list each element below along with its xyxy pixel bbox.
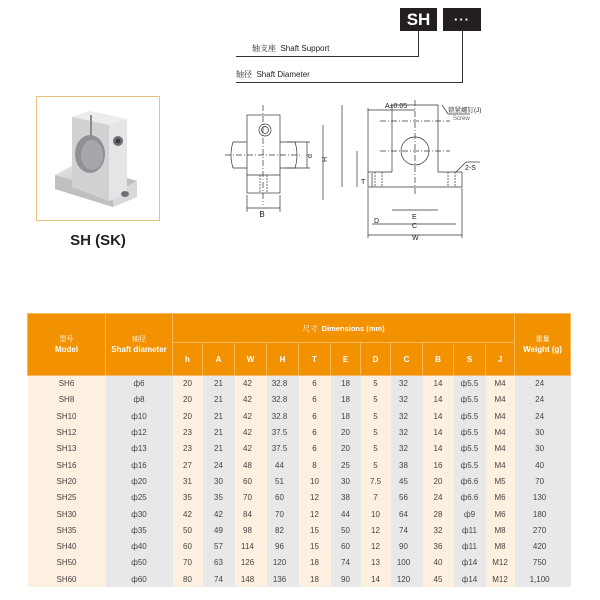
cell-model: SH10 — [28, 408, 106, 424]
table-cell: 27 — [173, 457, 203, 473]
header-dim-s: S — [454, 343, 486, 376]
table-cell: M6 — [486, 490, 515, 506]
table-row — [28, 571, 571, 587]
cell-model: SH16 — [28, 457, 106, 473]
table-cell: 98 — [235, 522, 267, 538]
cell-shaft-diameter: ф35 — [106, 522, 173, 538]
table-cell: 37.5 — [267, 424, 299, 440]
product-photo-frame — [36, 96, 160, 221]
table-cell: 42 — [173, 506, 203, 522]
table-cell: 74 — [391, 522, 423, 538]
cell-shaft-diameter: ф12 — [106, 424, 173, 440]
product-title: SH (SK) — [70, 232, 126, 249]
table-cell: 74 — [203, 571, 235, 587]
table-cell: 32 — [391, 376, 423, 392]
svg-text:H: H — [322, 156, 329, 162]
table-cell: 25 — [331, 457, 361, 473]
table-cell: M5 — [486, 473, 515, 489]
table-cell: ф5.5 — [454, 457, 486, 473]
table-cell: 70 — [173, 555, 203, 571]
cell-model: SH6 — [28, 376, 106, 392]
table-cell: M4 — [486, 457, 515, 473]
table-cell: 1,100 — [515, 571, 571, 587]
table-cell: 50 — [173, 522, 203, 538]
svg-text:A±0.05: A±0.05 — [385, 103, 408, 110]
table-cell: 20 — [173, 392, 203, 408]
table-cell: 42 — [235, 392, 267, 408]
table-cell: 20 — [331, 424, 361, 440]
cell-shaft-diameter: ф16 — [106, 457, 173, 473]
table-cell: 45 — [423, 571, 454, 587]
cell-model: SH12 — [28, 424, 106, 440]
table-cell: 5 — [361, 392, 391, 408]
table-cell: ф5.5 — [454, 408, 486, 424]
table-cell: 64 — [391, 506, 423, 522]
code-suffix-box — [443, 8, 481, 31]
table-cell: 42 — [235, 441, 267, 457]
table-cell: 42 — [235, 424, 267, 440]
cell-shaft-diameter: ф8 — [106, 392, 173, 408]
table-cell: 21 — [203, 424, 235, 440]
table-cell: 6 — [299, 376, 331, 392]
cell-model: SH40 — [28, 538, 106, 554]
table-cell: 49 — [203, 522, 235, 538]
cell-model: SH30 — [28, 506, 106, 522]
code-prefix: SH — [406, 9, 431, 29]
svg-text:D: D — [374, 218, 380, 225]
table-cell: 18 — [331, 408, 361, 424]
table-cell: 148 — [235, 571, 267, 587]
header-dim-e: E — [331, 343, 361, 376]
table-cell: 32 — [391, 392, 423, 408]
table-cell: M4 — [486, 408, 515, 424]
table-cell: 12 — [361, 522, 391, 538]
cell-shaft-diameter: ф25 — [106, 490, 173, 506]
table-cell: 63 — [203, 555, 235, 571]
table-cell: 23 — [173, 424, 203, 440]
table-cell: 24 — [423, 490, 454, 506]
cell-shaft-diameter: ф60 — [106, 571, 173, 587]
table-cell: 14 — [423, 441, 454, 457]
table-cell: 15 — [299, 538, 331, 554]
table-cell: ф14 — [454, 555, 486, 571]
table-cell: 90 — [331, 571, 361, 587]
table-cell: 18 — [331, 376, 361, 392]
table-cell: 24 — [515, 392, 571, 408]
svg-text:W: W — [412, 235, 419, 240]
table-cell: 32 — [391, 441, 423, 457]
table-cell: 21 — [203, 408, 235, 424]
table-cell: 32 — [391, 424, 423, 440]
table-cell: 44 — [331, 506, 361, 522]
table-cell: 114 — [235, 538, 267, 554]
svg-text:B: B — [259, 210, 265, 219]
header-dim-h: H — [267, 343, 299, 376]
table-cell: 36 — [423, 538, 454, 554]
header-dim-a: A — [203, 343, 235, 376]
header-dim-d: D — [361, 343, 391, 376]
table-row — [28, 522, 571, 538]
svg-text:2-S: 2-S — [465, 165, 476, 172]
cell-model: SH50 — [28, 555, 106, 571]
table-cell: 8 — [299, 457, 331, 473]
header-weight: 重量 Weight (g) — [515, 314, 571, 376]
table-cell: 21 — [203, 392, 235, 408]
table-row — [28, 473, 571, 489]
table-cell: 750 — [515, 555, 571, 571]
table-cell: 45 — [391, 473, 423, 489]
table-cell: 38 — [331, 490, 361, 506]
svg-text:C: C — [412, 223, 418, 230]
table-cell: 32.8 — [267, 376, 299, 392]
code-prefix-box — [400, 8, 437, 31]
cell-model: SH20 — [28, 473, 106, 489]
svg-text:E: E — [412, 214, 417, 221]
label-shaft-support: 轴支座 Shaft Support — [252, 44, 330, 53]
cell-shaft-diameter: ф20 — [106, 473, 173, 489]
cell-model: SH13 — [28, 441, 106, 457]
table-cell: ф5.5 — [454, 376, 486, 392]
table-cell: 15 — [299, 522, 331, 538]
table-cell: M6 — [486, 506, 515, 522]
table-cell: 5 — [361, 457, 391, 473]
table-row — [28, 424, 571, 440]
table-row — [28, 457, 571, 473]
table-cell: 32.8 — [267, 392, 299, 408]
table-cell: 270 — [515, 522, 571, 538]
cell-shaft-diameter: ф13 — [106, 441, 173, 457]
table-row — [28, 441, 571, 457]
svg-text:T: T — [361, 179, 366, 186]
table-cell: 20 — [331, 441, 361, 457]
table-cell: 120 — [267, 555, 299, 571]
table-cell: 57 — [203, 538, 235, 554]
cell-shaft-diameter: ф6 — [106, 376, 173, 392]
table-cell: 42 — [203, 506, 235, 522]
table-cell: M4 — [486, 376, 515, 392]
table-cell: 24 — [515, 376, 571, 392]
side-view-drawing — [225, 100, 335, 225]
table-cell: 23 — [173, 441, 203, 457]
header-dim-j: J — [486, 343, 515, 376]
code-suffix: ··· — [454, 12, 470, 27]
table-cell: ф6.6 — [454, 490, 486, 506]
table-cell: 21 — [203, 376, 235, 392]
cell-model: SH8 — [28, 392, 106, 408]
table-cell: 5 — [361, 424, 391, 440]
shaft-support-photo — [37, 97, 159, 220]
leader-line — [418, 31, 419, 56]
table-cell: 180 — [515, 506, 571, 522]
table-cell: 70 — [235, 490, 267, 506]
table-cell: 42 — [235, 376, 267, 392]
table-cell: ф9 — [454, 506, 486, 522]
table-cell: 12 — [299, 490, 331, 506]
header-shaft-diameter: 轴径 Shaft diameter — [106, 314, 173, 376]
table-cell: 12 — [361, 538, 391, 554]
table-cell: 24 — [203, 457, 235, 473]
table-cell: 38 — [391, 457, 423, 473]
table-cell: M4 — [486, 441, 515, 457]
table-row — [28, 376, 571, 392]
table-cell: 10 — [299, 473, 331, 489]
table-cell: 20 — [423, 473, 454, 489]
table-cell: 14 — [423, 376, 454, 392]
table-cell: 18 — [299, 555, 331, 571]
table-cell: 90 — [391, 538, 423, 554]
table-cell: 30 — [515, 424, 571, 440]
header-dim-t: T — [299, 343, 331, 376]
table-row — [28, 490, 571, 506]
table-cell: 120 — [391, 571, 423, 587]
leader-line — [236, 82, 463, 83]
table-cell: 60 — [235, 473, 267, 489]
label-shaft-diameter: 轴径 Shaft Diameter — [236, 70, 310, 79]
table-cell: 32 — [423, 522, 454, 538]
table-cell: M8 — [486, 522, 515, 538]
table-cell: 30 — [331, 473, 361, 489]
table-cell: ф5.5 — [454, 424, 486, 440]
cell-shaft-diameter: ф30 — [106, 506, 173, 522]
table-cell: 82 — [267, 522, 299, 538]
table-cell: 13 — [361, 555, 391, 571]
table-cell: 70 — [267, 506, 299, 522]
svg-text:锁紧螺钉(J): 锁紧螺钉(J) — [448, 107, 482, 114]
table-cell: 14 — [423, 408, 454, 424]
header-dimensions: 尺寸 Dimensions (mm) — [173, 314, 515, 343]
table-cell: 37.5 — [267, 441, 299, 457]
cell-model: SH60 — [28, 571, 106, 587]
table-cell: 35 — [173, 490, 203, 506]
table-cell: ф6.6 — [454, 473, 486, 489]
table-cell: M12 — [486, 555, 515, 571]
table-cell: 84 — [235, 506, 267, 522]
table-cell: M4 — [486, 392, 515, 408]
header-dim-h: h — [173, 343, 203, 376]
table-cell: 5 — [361, 408, 391, 424]
table-cell: 5 — [361, 376, 391, 392]
table-cell: 14 — [423, 424, 454, 440]
table-cell: 21 — [203, 441, 235, 457]
table-cell: 24 — [515, 408, 571, 424]
table-cell: 51 — [267, 473, 299, 489]
table-cell: ф11 — [454, 522, 486, 538]
table-cell: 18 — [299, 571, 331, 587]
table-row — [28, 555, 571, 571]
table-cell: 74 — [331, 555, 361, 571]
cell-shaft-diameter: ф40 — [106, 538, 173, 554]
front-view-drawing — [320, 100, 500, 240]
table-cell: 44 — [267, 457, 299, 473]
table-cell: 80 — [173, 571, 203, 587]
table-cell: 14 — [361, 571, 391, 587]
table-cell: 50 — [331, 522, 361, 538]
table-cell: 60 — [331, 538, 361, 554]
header-dim-b: B — [423, 343, 454, 376]
table-cell: 60 — [173, 538, 203, 554]
table-cell: 56 — [391, 490, 423, 506]
svg-text:d: d — [307, 154, 314, 158]
table-cell: 6 — [299, 392, 331, 408]
table-cell: 31 — [173, 473, 203, 489]
table-cell: 16 — [423, 457, 454, 473]
table-row — [28, 392, 571, 408]
table-cell: 20 — [173, 376, 203, 392]
table-cell: 420 — [515, 538, 571, 554]
table-cell: 28 — [423, 506, 454, 522]
table-cell: 7.5 — [361, 473, 391, 489]
table-cell: 42 — [235, 408, 267, 424]
table-cell: M8 — [486, 538, 515, 554]
table-cell: ф14 — [454, 571, 486, 587]
table-cell: 40 — [515, 457, 571, 473]
svg-text:Screw: Screw — [453, 116, 470, 122]
table-cell: M4 — [486, 424, 515, 440]
leader-line — [236, 56, 419, 57]
table-cell: 32.8 — [267, 408, 299, 424]
cell-shaft-diameter: ф10 — [106, 408, 173, 424]
table-cell: 30 — [203, 473, 235, 489]
table-cell: 126 — [235, 555, 267, 571]
table-cell: 12 — [299, 506, 331, 522]
table-cell: 14 — [423, 392, 454, 408]
header-dim-c: C — [391, 343, 423, 376]
table-cell: 6 — [299, 441, 331, 457]
table-cell: ф5.5 — [454, 441, 486, 457]
table-row — [28, 538, 571, 554]
table-cell: 100 — [391, 555, 423, 571]
table-cell: 96 — [267, 538, 299, 554]
table-cell: 48 — [235, 457, 267, 473]
table-cell: 30 — [515, 441, 571, 457]
header-model: 型号 Model — [28, 314, 106, 376]
table-cell: ф11 — [454, 538, 486, 554]
leader-line — [462, 31, 463, 82]
table-cell: 18 — [331, 392, 361, 408]
table-row — [28, 506, 571, 522]
table-cell: 5 — [361, 441, 391, 457]
table-cell: 20 — [173, 408, 203, 424]
table-cell: M12 — [486, 571, 515, 587]
spec-table — [27, 313, 571, 587]
table-cell: 35 — [203, 490, 235, 506]
table-cell: 6 — [299, 424, 331, 440]
table-cell: 130 — [515, 490, 571, 506]
cell-model: SH35 — [28, 522, 106, 538]
table-cell: 136 — [267, 571, 299, 587]
table-cell: 60 — [267, 490, 299, 506]
table-cell: 6 — [299, 408, 331, 424]
table-cell: 70 — [515, 473, 571, 489]
table-cell: 10 — [361, 506, 391, 522]
table-row — [28, 408, 571, 424]
table-cell: ф5.5 — [454, 392, 486, 408]
table-cell: 32 — [391, 408, 423, 424]
header-dim-w: W — [235, 343, 267, 376]
cell-model: SH25 — [28, 490, 106, 506]
cell-shaft-diameter: ф50 — [106, 555, 173, 571]
table-cell: 7 — [361, 490, 391, 506]
table-cell: 40 — [423, 555, 454, 571]
